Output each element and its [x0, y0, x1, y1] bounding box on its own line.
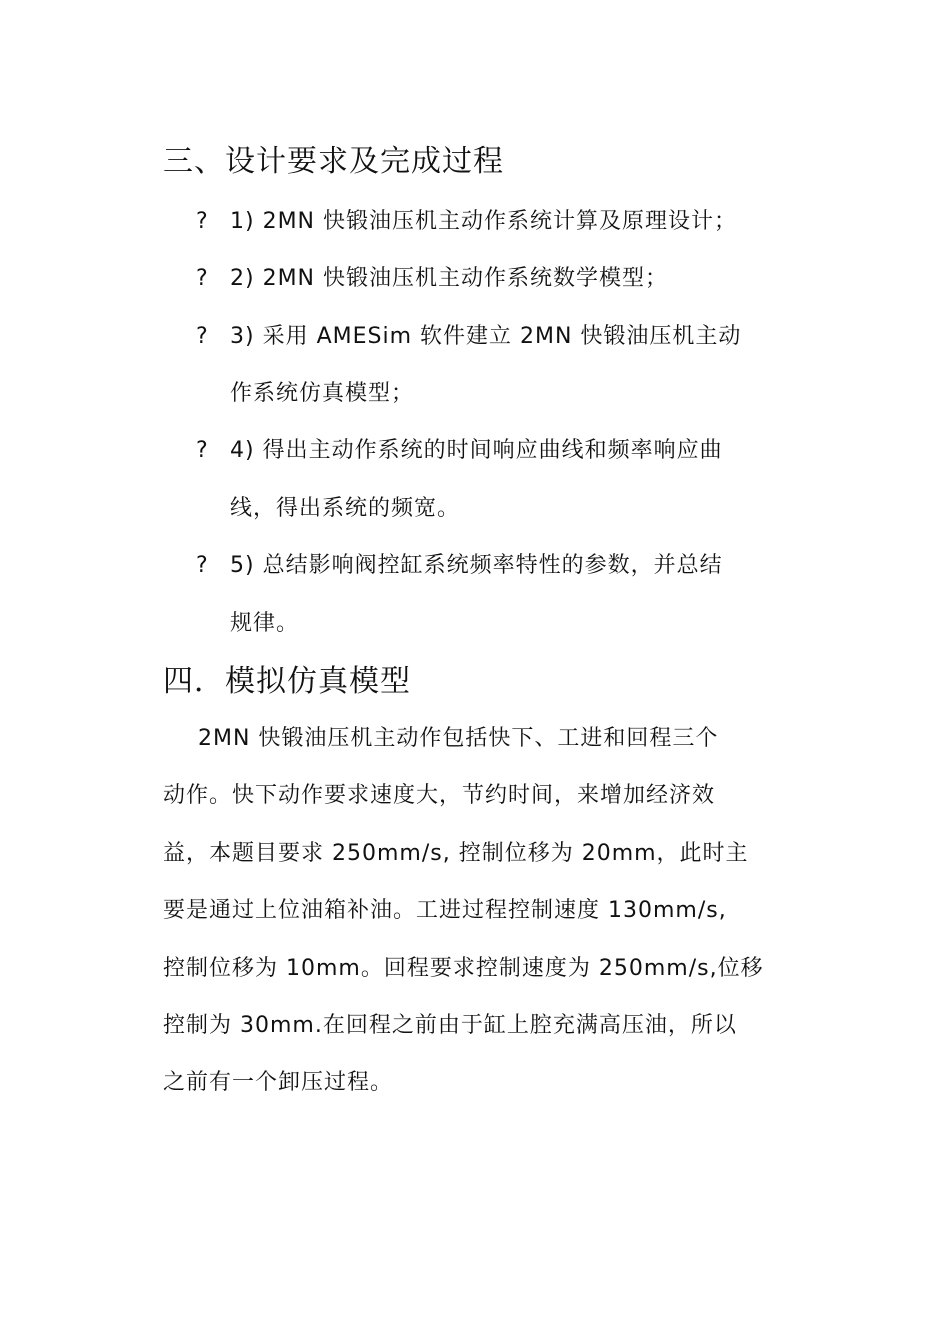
paragraph-line: 控制位移为 10mm。回程要求控制速度为 250mm/s,位移 [163, 956, 764, 981]
list-item-text: 2) 2MN 快锻油压机主动作系统数学模型； [230, 266, 669, 291]
paragraph-line: 2MN 快锻油压机主动作包括快下、工进和回程三个 [198, 726, 719, 751]
bullet-icon: ? [196, 553, 208, 578]
paragraph-line: 控制为 30mm.在回程之前由于缸上腔充满高压油，所以 [163, 1013, 737, 1038]
list-item-text: 5) 总结影响阀控缸系统频率特性的参数，并总结 [230, 553, 723, 578]
bullet-icon: ? [196, 324, 208, 349]
list-item-text: 1) 2MN 快锻油压机主动作系统计算及原理设计； [230, 209, 738, 234]
bullet-icon: ? [196, 266, 208, 291]
paragraph-line: 动作。快下动作要求速度大，节约时间，来增加经济效 [163, 783, 716, 808]
section-4-heading: 四．模拟仿真模型 [163, 664, 411, 699]
paragraph-line: 益，本题目要求 250mm/s, 控制位移为 20mm，此时主 [163, 841, 749, 866]
paragraph-line: 之前有一个卸压过程。 [163, 1070, 394, 1095]
list-item-text: 3) 采用 AMESim 软件建立 2MN 快锻油压机主动 [230, 324, 742, 349]
section-3-heading: 三、设计要求及完成过程 [163, 144, 504, 179]
list-item-text-continued: 规律。 [230, 611, 300, 636]
list-item-text-continued: 线，得出系统的频宽。 [230, 496, 461, 521]
paragraph-line: 要是通过上位油箱补油。工进过程控制速度 130mm/s, [163, 898, 727, 923]
list-item-text-continued: 作系统仿真模型； [230, 381, 415, 406]
list-item-text: 4) 得出主动作系统的时间响应曲线和频率响应曲 [230, 438, 723, 463]
bullet-icon: ? [196, 438, 208, 463]
bullet-icon: ? [196, 209, 208, 234]
